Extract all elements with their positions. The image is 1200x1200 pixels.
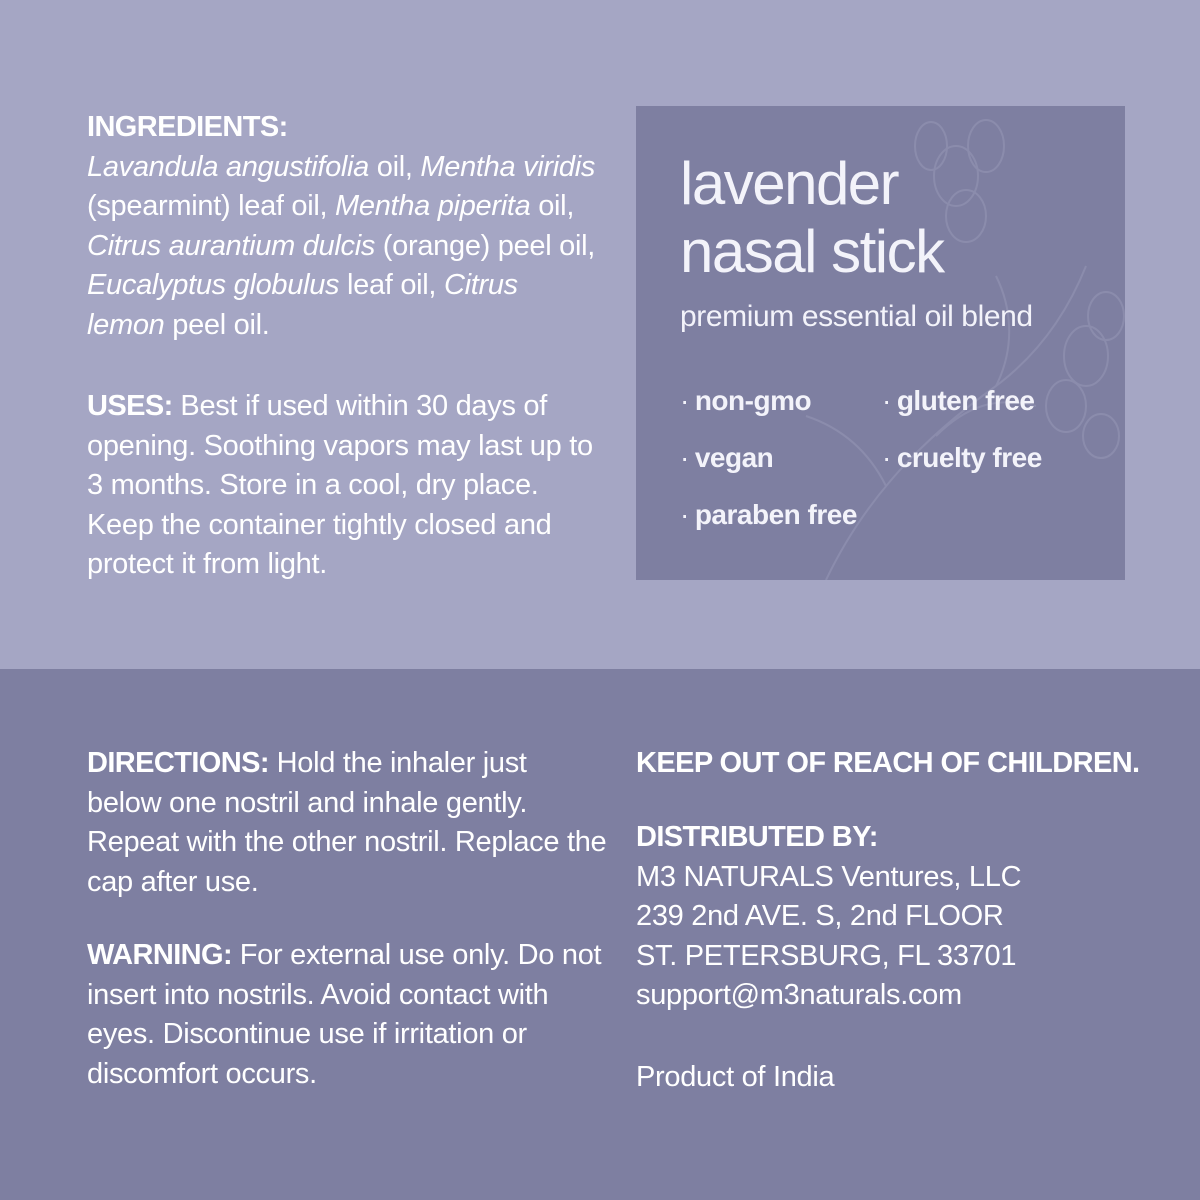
ingredient-text: peel oil. — [164, 308, 270, 341]
ingredients-list — [87, 151, 595, 341]
product-title-line-2: nasal stick — [680, 218, 944, 285]
uses-block — [87, 387, 597, 585]
ingredients-block — [87, 108, 597, 346]
ingredient-text: (orange) peel oil, — [375, 229, 596, 262]
feature-item — [882, 441, 1042, 475]
bullet-icon: · — [680, 499, 689, 530]
ingredients-heading: INGREDIENTS: — [87, 111, 288, 143]
ingredient-latin-name: Eucalyptus globulus — [87, 269, 340, 302]
feature-label: cruelty free — [896, 442, 1042, 473]
feature-label: gluten free — [896, 385, 1035, 416]
warning-block — [87, 936, 607, 1094]
bullet-icon: · — [882, 442, 891, 473]
feature-label: paraben free — [694, 499, 857, 530]
product-subtitle: premium essential oil blend — [680, 300, 1033, 333]
directions-text: Hold the inhaler just below one nostril and inhale gently. Repeat with the other nostril. Replace the cap after use. — [87, 747, 607, 898]
warning-text: For external use only. Do not insert into nostrils. Avoid contact with eyes. Discontinue use if irritation or discomfort occurs. — [87, 939, 602, 1090]
ingredient-text: oil, — [369, 150, 421, 183]
distributor-company: M3 NATURALS Ventures, LLC — [636, 860, 1022, 893]
keep-out-text: KEEP OUT OF REACH OF CHILDREN. — [636, 747, 1140, 779]
feature-item — [680, 498, 857, 532]
feature-item — [680, 384, 811, 418]
ingredient-latin-name: Mentha viridis — [420, 150, 596, 183]
country-of-origin: Product of India — [636, 1061, 835, 1093]
ingredient-latin-name: Lavandula angustifolia — [87, 150, 370, 183]
ingredient-latin-name: Mentha piperita — [335, 190, 531, 223]
ingredient-latin-name: Citrus lemon — [87, 269, 518, 341]
ingredient-latin-name: Citrus aurantium dulcis — [87, 229, 376, 262]
ingredient-text: (spearmint) leaf oil, — [87, 190, 336, 223]
bullet-icon: · — [882, 385, 891, 416]
distributor-heading: DISTRIBUTED BY: — [636, 821, 878, 853]
keep-out-notice — [636, 744, 1176, 784]
uses-text: Best if used within 30 days of opening. Soothing vapors may last up to 3 months. Store in a cool, dry place. Keep the container tightly closed and protect it from light. — [87, 390, 593, 581]
distributor-address-line-2: ST. PETERSBURG, FL 33701 — [636, 939, 1017, 972]
bullet-icon: · — [680, 442, 689, 473]
distributor-address-line-1: 239 2nd AVE. S, 2nd FLOOR — [636, 900, 1004, 933]
ingredient-text: leaf oil, — [339, 269, 444, 302]
warning-heading: WARNING: — [87, 939, 233, 971]
directions-block — [87, 744, 607, 902]
distributor-block — [636, 818, 1176, 1016]
feature-label: vegan — [694, 442, 774, 473]
product-title — [680, 150, 944, 286]
distributor-email: support@m3naturals.com — [636, 979, 962, 1012]
bullet-icon: · — [680, 385, 689, 416]
feature-item — [882, 384, 1034, 418]
directions-heading: DIRECTIONS: — [87, 747, 269, 779]
product-title-line-1: lavender — [680, 150, 899, 217]
uses-heading: USES: — [87, 390, 173, 422]
product-panel — [636, 106, 1125, 580]
ingredient-text: oil, — [530, 190, 575, 223]
feature-label: non-gmo — [694, 385, 812, 416]
feature-item — [680, 441, 773, 475]
